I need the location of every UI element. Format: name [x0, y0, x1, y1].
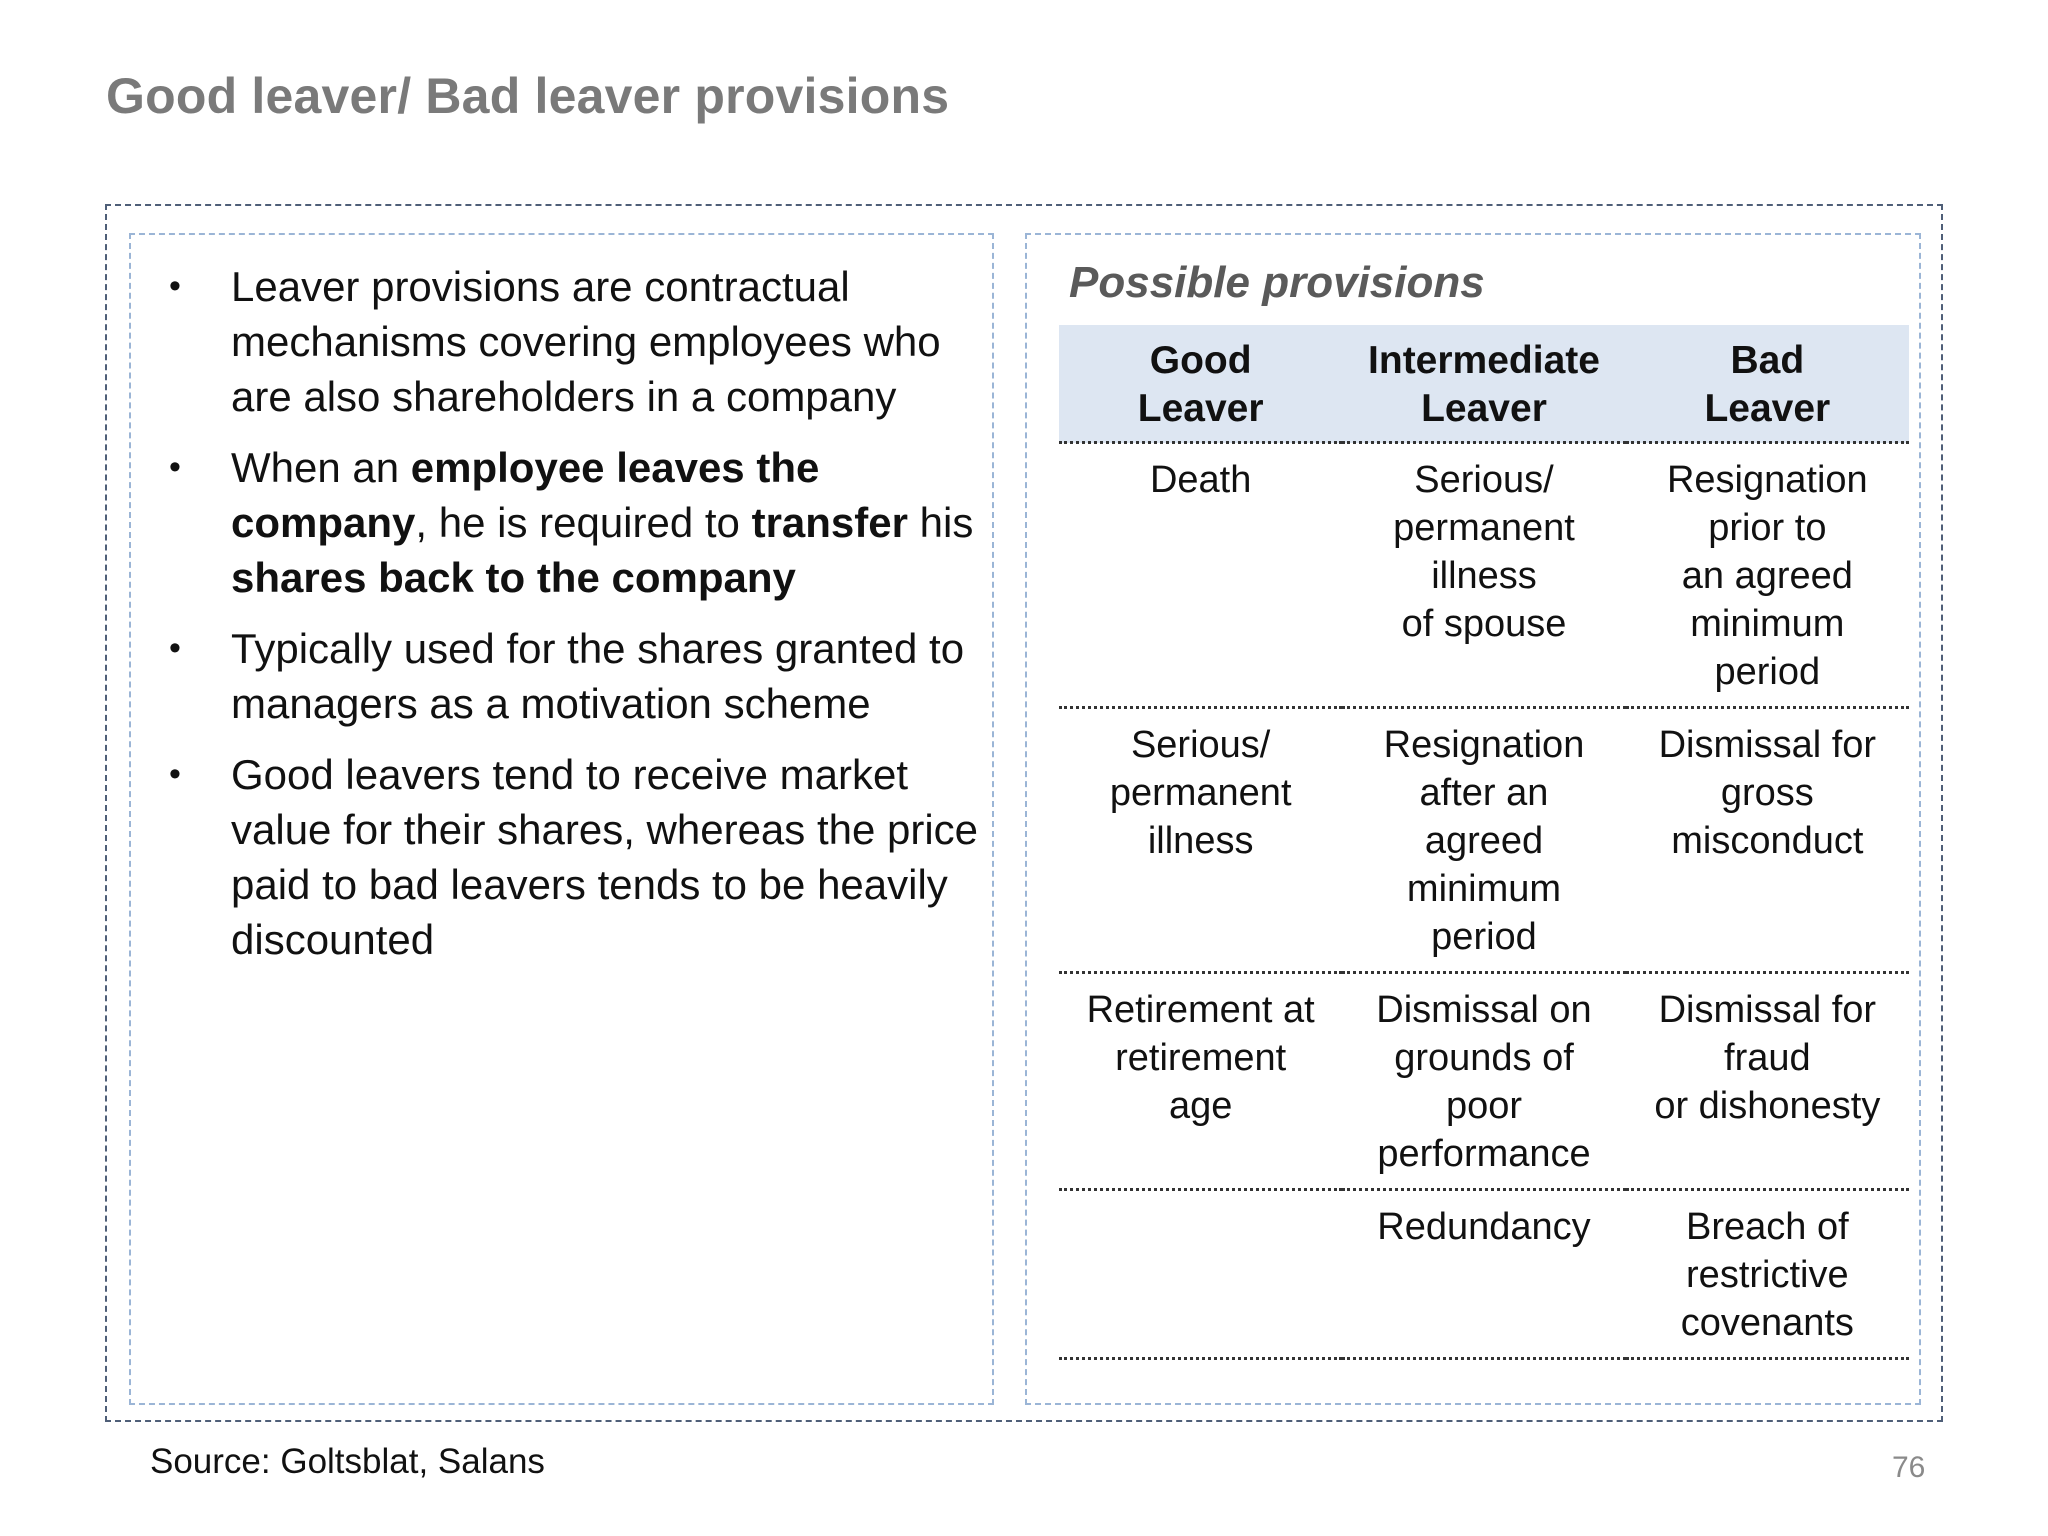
source-note: Source: Goltsblat, Salans [150, 1442, 545, 1481]
table-cell: Death [1059, 443, 1342, 708]
table-row [1059, 1190, 1909, 1359]
bullet-icon: • [169, 267, 181, 305]
bullet-item [161, 621, 981, 731]
table-cell: Serious/ permanent illness of spouse [1342, 443, 1625, 708]
provisions-table [1059, 325, 1909, 1360]
table-cell: Serious/ permanent illness [1059, 708, 1342, 973]
bullet-item [161, 747, 981, 967]
bullet-text-segment: , he is required to [415, 499, 752, 546]
bullet-item [161, 259, 981, 424]
bullet-text: Typically used for the shares granted to managers as a motivation scheme [231, 625, 965, 727]
column-header-good-leaver: Good Leaver [1059, 325, 1342, 443]
table-cell: Retirement at retirement age [1059, 973, 1342, 1190]
explanation-panel [129, 233, 994, 1405]
bullet-item [161, 440, 981, 605]
provisions-title: Possible provisions [1069, 258, 1485, 307]
bullet-text [231, 444, 973, 601]
column-header-bad-leaver: Bad Leaver [1626, 325, 1909, 443]
bullet-list [161, 259, 981, 983]
table-cell-empty [1059, 1190, 1342, 1359]
bullet-text-segment: his [907, 499, 974, 546]
table-cell: Dismissal for gross misconduct [1626, 708, 1909, 973]
column-header-intermediate-leaver: Intermediate Leaver [1342, 325, 1625, 443]
table-cell: Dismissal for fraud or dishonesty [1626, 973, 1909, 1190]
table-row [1059, 443, 1909, 708]
bullet-text-emphasis: employee leaves the company [231, 444, 820, 546]
provisions-panel [1025, 233, 1921, 1405]
bullet-icon: • [169, 629, 181, 667]
table-row [1059, 973, 1909, 1190]
page-number: 76 [1892, 1451, 1926, 1484]
bullet-icon: • [169, 448, 181, 486]
bullet-text-emphasis: shares back to the company [231, 554, 796, 601]
bullet-icon: • [169, 755, 181, 793]
table-cell: Resignation after an agreed minimum period [1342, 708, 1625, 973]
slide-title: Good leaver/ Bad leaver provisions [106, 68, 950, 124]
bullet-text: Good leavers tend to receive market value for their shares, whereas the price paid to bad leavers tends to be heavily discounted [231, 751, 979, 963]
bullet-text-segment: When an [231, 444, 411, 491]
bullet-text-emphasis: transfer [751, 499, 908, 546]
table-cell: Resignation prior to an agreed minimum period [1626, 443, 1909, 708]
table-cell: Redundancy [1342, 1190, 1625, 1359]
table-header-row [1059, 325, 1909, 443]
table-row [1059, 708, 1909, 973]
table-cell: Breach of restrictive covenants [1626, 1190, 1909, 1359]
table-cell: Dismissal on grounds of poor performance [1342, 973, 1625, 1190]
bullet-text: Leaver provisions are contractual mechanisms covering employees who are also shareholders in a company [231, 263, 941, 420]
